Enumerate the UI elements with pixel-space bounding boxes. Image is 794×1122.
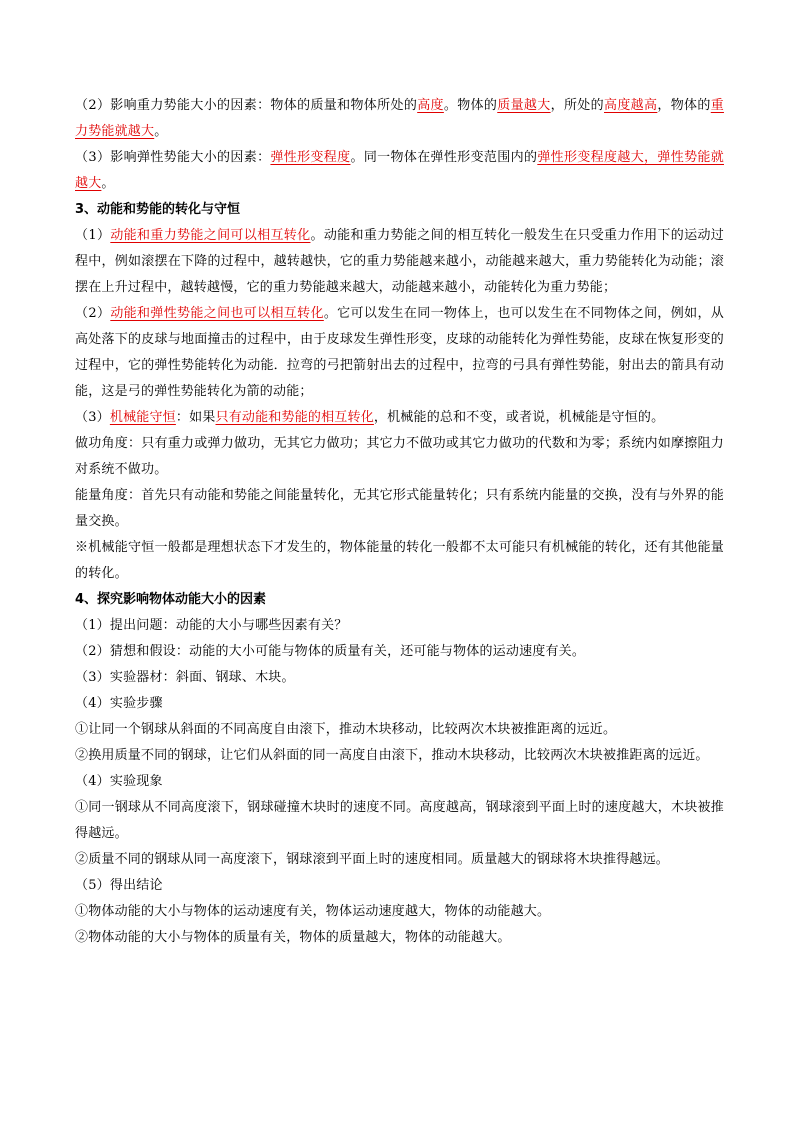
text-run: ：如果 bbox=[175, 410, 216, 425]
text-run: （3）实验器材：斜面、钢球、木块。 bbox=[75, 670, 295, 685]
paragraph bbox=[75, 873, 724, 899]
text-run: 。 bbox=[154, 124, 168, 139]
paragraph bbox=[75, 925, 724, 951]
text-run: （5）得出结论 bbox=[75, 878, 163, 893]
text-run: （3） bbox=[75, 410, 110, 425]
paragraph bbox=[75, 301, 724, 405]
text-run: （1）提出问题：动能的大小与哪些因素有关？ bbox=[75, 618, 348, 633]
paragraph bbox=[75, 639, 724, 665]
text-run: ②物体动能的大小与物体的质量有关，物体的质量越大，物体的动能越大。 bbox=[75, 930, 511, 945]
paragraph bbox=[75, 145, 724, 197]
text-run: ，物体的 bbox=[657, 98, 711, 113]
text-run: ※机械能守恒一般都是理想状态下才发生的，物体能量的转化一般都不太可能只有机械能的转化，还有其他能量的转化。 bbox=[75, 540, 724, 581]
highlighted-keyword: 高度 bbox=[417, 98, 444, 113]
paragraph bbox=[75, 665, 724, 691]
text-run: （3）影响弹性势能大小的因素： bbox=[75, 150, 271, 165]
text-run: （2）影响重力势能大小的因素：物体的质量和物体所处的 bbox=[75, 98, 418, 113]
text-run: ①同一钢球从不同高度滚下，钢球碰撞木块时的速度不同。高度越高，钢球滚到平面上时的速度越大，木块被推得越远。 bbox=[75, 800, 724, 841]
text-run: ①物体动能的大小与物体的运动速度有关，物体运动速度越大，物体的动能越大。 bbox=[75, 904, 551, 919]
highlighted-keyword: 只有动能和势能的相互转化 bbox=[215, 410, 374, 425]
paragraph bbox=[75, 717, 724, 743]
text-run: 。物体的 bbox=[443, 98, 498, 113]
text-run: ②换用质量不同的钢球，让它们从斜面的同一高度自由滚下，推动木块移动，比较两次木块被推距离的远近。 bbox=[75, 748, 709, 763]
text-run: ②质量不同的钢球从同一高度滚下，钢球滚到平面上时的速度相同。质量越大的钢球将木块推得越远。 bbox=[75, 852, 670, 867]
paragraph bbox=[75, 223, 724, 301]
highlighted-keyword: 弹性形变程度 bbox=[270, 150, 351, 165]
text-run: 能量角度：首先只有动能和势能之间能量转化，无其它形式能量转化；只有系统内能量的交换，没有与外界的能量交换。 bbox=[75, 488, 724, 529]
highlighted-keyword: 质量越大 bbox=[497, 98, 551, 113]
text-run: 。动能和重力势能之间的相互转化一般发生在只受重力作用下的运动过程中，例如滚摆在下降的过程中，越转越快，它的重力势能越来越小，动能越来越大，重力势能转化为动能；滚摆在上升过程中，越转越慢，它的重力势能越来越大，动能越来越小，动能转化为重力势能； bbox=[75, 228, 725, 295]
section-heading bbox=[75, 587, 724, 613]
paragraph bbox=[75, 483, 724, 535]
highlighted-keyword: 动能和重力势能之间可以相互转化 bbox=[110, 228, 311, 243]
text-run: （1） bbox=[75, 228, 111, 243]
paragraph bbox=[75, 93, 724, 145]
text-run: 3、动能和势能的转化与守恒 bbox=[75, 202, 241, 217]
paragraph bbox=[75, 535, 724, 587]
section-heading bbox=[75, 197, 724, 223]
paragraph bbox=[75, 795, 724, 847]
text-run: （2）猜想和假设：动能的大小可能与物体的质量有关，还可能与物体的运动速度有关。 bbox=[75, 644, 586, 659]
paragraph bbox=[75, 613, 724, 639]
text-run: （2） bbox=[75, 306, 111, 321]
text-run: 4、探究影响物体动能大小的因素 bbox=[75, 592, 267, 607]
text-run: ，机械能的总和不变，或者说，机械能是守恒的。 bbox=[373, 410, 665, 425]
text-run: （4）实验现象 bbox=[75, 774, 163, 789]
text-run: ①让同一个钢球从斜面的不同高度自由滚下，推动木块移动，比较两次木块被推距离的远近。 bbox=[75, 722, 617, 737]
text-run: 。同一物体在弹性形变范围内的 bbox=[350, 150, 538, 165]
text-run: 。 bbox=[101, 176, 115, 191]
document-body bbox=[75, 93, 724, 951]
paragraph bbox=[75, 847, 724, 873]
paragraph bbox=[75, 899, 724, 925]
paragraph bbox=[75, 431, 724, 483]
paragraph bbox=[75, 743, 724, 769]
highlighted-keyword: 弹性形变程度越大，弹性势能就越大 bbox=[75, 150, 724, 191]
text-run: （4）实验步骤 bbox=[75, 696, 163, 711]
paragraph bbox=[75, 405, 724, 431]
text-run: ，所处的 bbox=[550, 98, 604, 113]
text-run: 。它可以发生在同一物体上，也可以发生在不同物体之间，例如，从高处落下的皮球与地面撞击的过程中，由于皮球发生弹性形变，皮球的动能转化为弹性势能，皮球在恢复形变的过程中，它的弹性势能转化为动能．拉弯的弓把箭射出去的过程中，拉弯的弓具有弹性势能，射出去的箭具有动能，这是弓的弹性势能转化为箭的动能； bbox=[75, 306, 725, 399]
paragraph bbox=[75, 769, 724, 795]
text-run: 做功角度：只有重力或弹力做功，无其它力做功；其它力不做功或其它力做功的代数和为零；系统内如摩擦阻力对系统不做功。 bbox=[75, 436, 724, 477]
highlighted-keyword: 动能和弹性势能之间也可以相互转化 bbox=[110, 306, 324, 321]
highlighted-keyword: 高度越高 bbox=[604, 98, 658, 113]
highlighted-keyword: 机械能守恒 bbox=[109, 410, 176, 425]
highlighted-keyword: 重力势能就越大 bbox=[75, 98, 724, 139]
paragraph bbox=[75, 691, 724, 717]
